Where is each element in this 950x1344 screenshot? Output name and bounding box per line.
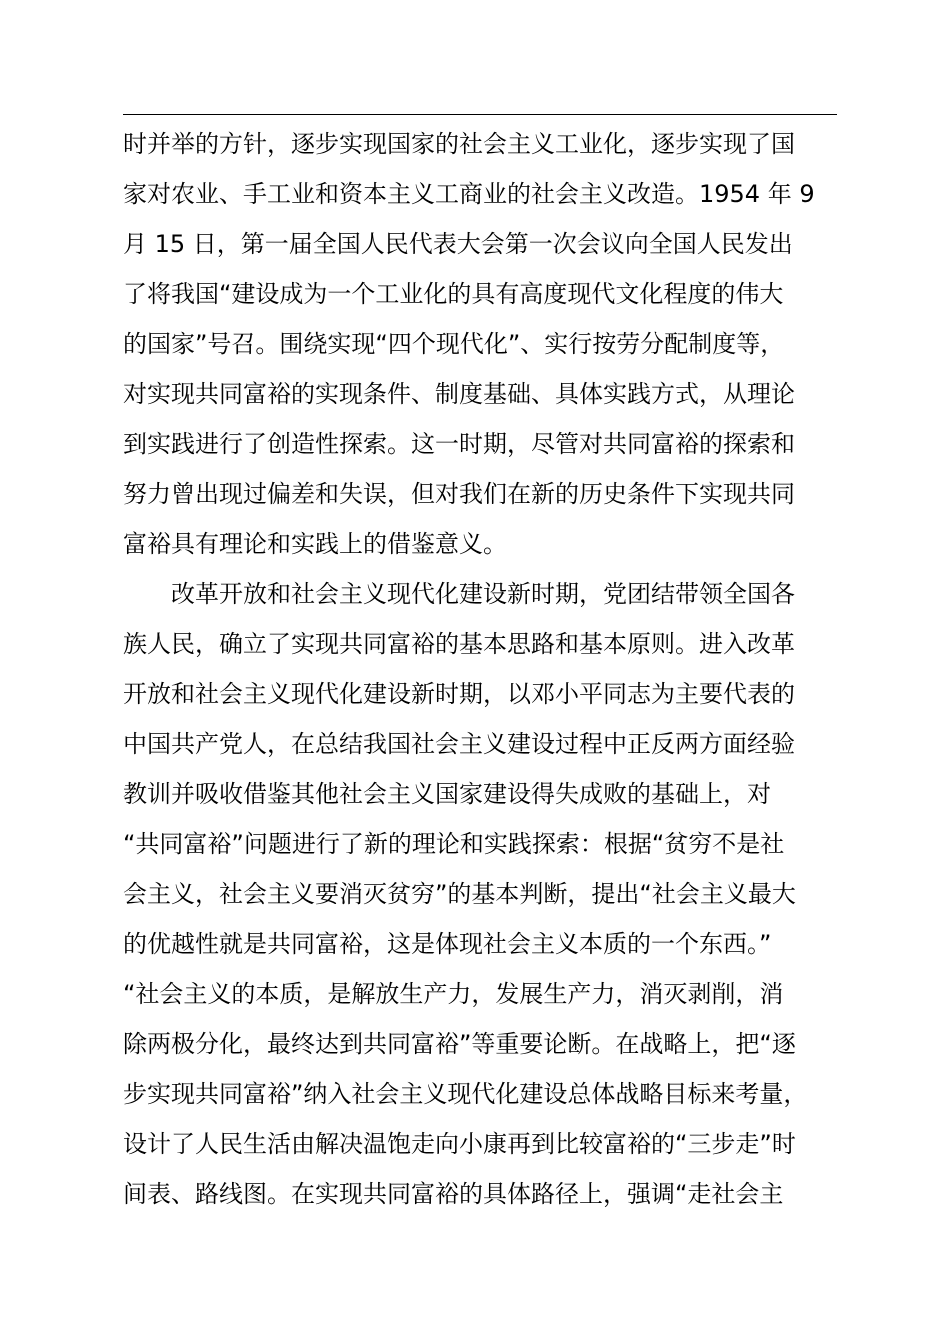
paragraph-start-line: 改革开放和社会主义现代化建设新时期，党团结带领全国各 [171,580,795,608]
text-line: 设计了人民生活由解决温饱走向小康再到比较富裕的“三步走”时 [123,1130,796,1158]
text-line: 中国共产党人，在总结我国社会主义建设过程中正反两方面经验 [123,730,795,758]
text-line: 对实现共同富裕的实现条件、制度基础、具体实践方式，从理论 [123,380,795,408]
header-rule [123,114,837,115]
text-line: “社会主义的本质，是解放生产力，发展生产力，消灭剥削，消 [123,980,784,1008]
text-line: 族人民，确立了实现共同富裕的基本思路和基本原则。进入改革 [123,630,795,658]
text-line: 富裕具有理论和实践上的借鉴意义。 [123,530,507,558]
text-line: 开放和社会主义现代化建设新时期，以邓小平同志为主要代表的 [123,680,795,708]
text-line: 时并举的方针，逐步实现国家的社会主义工业化，逐步实现了国 [123,130,795,158]
text-line: 会主义，社会主义要消灭贫穷”的基本判断，提出“社会主义最大 [123,880,796,908]
text-line: 间表、路线图。在实现共同富裕的具体路径上，强调“走社会主 [123,1180,784,1208]
text-line: 步实现共同富裕”纳入社会主义现代化建设总体战略目标来考量， [123,1080,808,1108]
body-text [123,119,863,1219]
text-line: “共同富裕”问题进行了新的理论和实践探索：根据“贫穷不是社 [123,830,785,858]
text-line: 的优越性就是共同富裕，这是体现社会主义本质的一个东西。” [123,930,772,958]
text-line: 到实践进行了创造性探索。这一时期，尽管对共同富裕的探索和 [123,430,795,458]
text-line: 家对农业、手工业和资本主义工商业的社会主义改造。1954 年 9 [123,180,815,208]
text-line: 努力曾出现过偏差和失误，但对我们在新的历史条件下实现共同 [123,480,795,508]
text-line: 了将我国“建设成为一个工业化的具有高度现代文化程度的伟大 [123,280,784,308]
text-line: 的国家”号召。围绕实现“四个现代化”、实行按劳分配制度等， [123,330,785,358]
text-line: 教训并吸收借鉴其他社会主义国家建设得失成败的基础上，对 [123,780,771,808]
text-line: 月 15 日，第一届全国人民代表大会第一次会议向全国人民发出 [123,230,793,258]
text-line: 除两极分化，最终达到共同富裕”等重要论断。在战略上，把“逐 [123,1030,796,1058]
